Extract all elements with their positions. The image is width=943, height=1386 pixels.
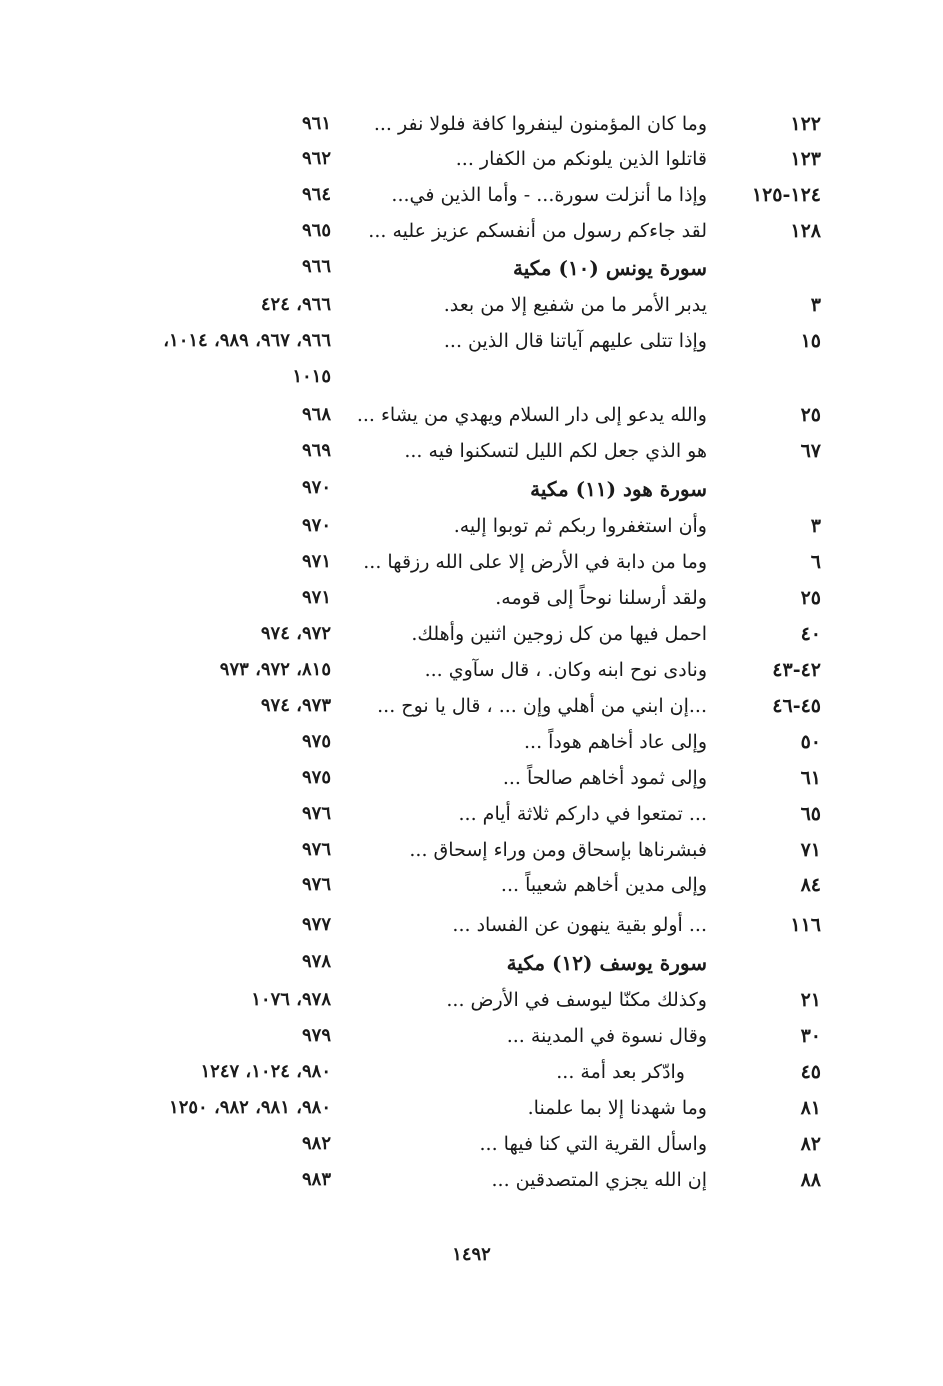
index-row: [0, 1133, 943, 1167]
index-row: [0, 767, 943, 801]
index-row: [0, 551, 943, 585]
index-row: [0, 220, 943, 254]
index-row: [0, 1025, 943, 1059]
verse-number: ٣: [810, 515, 821, 537]
index-row: [0, 874, 943, 908]
page-references: ٩٧٩: [301, 1025, 331, 1046]
index-row: [0, 1061, 943, 1095]
index-row: [0, 330, 943, 364]
verse-text: يدبر الأمر ما من شفيع إلا من بعد.: [443, 294, 707, 316]
page-references: ١٠١٥: [292, 366, 331, 387]
verse-number: ١٢٢: [790, 113, 821, 135]
verse-number: ٢٥: [800, 587, 821, 609]
verse-number: ٦١: [800, 767, 821, 789]
verse-number: ٤٥: [800, 1061, 821, 1083]
verse-text: فبشرناها بإسحاق ومن وراء إسحاق ...: [409, 839, 707, 861]
verse-text: والله يدعو إلى دار السلام ويهدي من يشاء ...: [356, 404, 707, 426]
verse-number: ١٢٨: [790, 220, 821, 242]
page-references: ٩٨٢: [301, 1133, 331, 1154]
verse-number: ٨٤: [800, 874, 821, 896]
index-row: [0, 989, 943, 1023]
page-references: ٩٨٠، ٩٨١، ٩٨٢، ١٢٥٠: [169, 1097, 331, 1118]
page-references: ٩٧٦: [301, 874, 331, 895]
page-number: ١٤٩٢: [452, 1244, 491, 1265]
index-row: [0, 587, 943, 621]
page-references: ٩٧٢، ٩٧٤: [260, 623, 331, 644]
index-row: [0, 839, 943, 873]
verse-number: ٢١: [800, 989, 821, 1011]
surah-heading-row: [0, 951, 943, 985]
page-references: ٩٦٦، ٤٢٤: [260, 294, 331, 315]
index-row: [0, 184, 943, 218]
page-references: ٩٨٣: [301, 1169, 331, 1190]
page-references: ٩٧٦: [301, 839, 331, 860]
index-row: [0, 803, 943, 837]
verse-text: ... تمتعوا في داركم ثلاثة أيام ...: [458, 803, 707, 825]
verse-text: احمل فيها من كل زوجين اثنين وأهلك.: [411, 623, 707, 645]
verse-text: وقال نسوة في المدينة ...: [506, 1025, 707, 1047]
verse-text: وما من دابة في الأرض إلا على الله رزقها ...: [363, 551, 707, 573]
page-references: ٩٧٠: [301, 477, 331, 498]
page-references: ٩٧٥: [301, 731, 331, 752]
surah-heading-row: [0, 256, 943, 290]
index-row: [0, 914, 943, 948]
index-row: [0, 148, 943, 182]
page-references: ٩٧٧: [301, 914, 331, 935]
verse-number: ٦٥: [800, 803, 821, 825]
page-references: ٩٧٥: [301, 767, 331, 788]
verse-number: ٦٧: [800, 440, 821, 462]
index-row: [0, 515, 943, 549]
page-references: ٨١٥، ٩٧٢، ٩٧٣: [219, 659, 331, 680]
page-references: ٩٦٨: [301, 404, 331, 425]
verse-number: ٦: [810, 551, 821, 573]
page-references: ٩٦١: [301, 113, 331, 134]
verse-number: ٤٢-٤٣: [772, 659, 821, 681]
index-row: [0, 1097, 943, 1131]
page-references: ٩٧١: [301, 587, 331, 608]
verse-text: ولقد أرسلنا نوحاً إلى قومه.: [495, 587, 707, 609]
page-references: ٩٧٠: [301, 515, 331, 536]
verse-text: وكذلك مكنّا ليوسف في الأرض ...: [446, 989, 707, 1011]
verse-text: واسأل القرية التي كنا فيها ...: [479, 1133, 707, 1155]
verse-text: ... أولو بقية ينهون عن الفساد ...: [452, 914, 707, 936]
index-row: [0, 1169, 943, 1203]
verse-number: ١٥: [800, 330, 821, 352]
page-references: ٩٧٨: [301, 951, 331, 972]
page-references: ٩٧٣، ٩٧٤: [260, 695, 331, 716]
verse-text: وإلى عاد أخاهم هوداً ...: [524, 731, 707, 753]
verse-text: وادّكر بعد أمة ...: [556, 1061, 685, 1083]
page-references: ٩٦٦، ٩٦٧، ٩٨٩، ١٠١٤،: [163, 330, 331, 351]
verse-text: وإذا ما أنزلت سورة... - وأما الذين في...: [391, 184, 707, 206]
verse-text: وأن استغفروا ربكم ثم توبوا إليه.: [453, 515, 707, 537]
page-references: ٩٦٦: [301, 256, 331, 277]
verse-text: ونادى نوح ابنه وكان. ، قال سآوي ...: [424, 659, 707, 681]
verse-number: ١٢٤-١٢٥: [751, 184, 821, 206]
index-row: [0, 623, 943, 657]
verse-text: ...إن ابني من أهلي وإن ... ، قال يا نوح ...: [377, 695, 707, 717]
verse-number: ١٢٣: [790, 148, 821, 170]
page-references: ٩٧٨، ١٠٧٦: [251, 989, 331, 1010]
surah-heading: سورة يوسف (١٢) مكية: [506, 951, 707, 975]
index-row: [0, 294, 943, 328]
verse-text: وما كان المؤمنون لينفروا كافة فلولا نفر ...: [373, 113, 707, 135]
verse-number: ٨٨: [800, 1169, 821, 1191]
index-row: [0, 695, 943, 729]
index-row-continuation: [0, 366, 943, 400]
page-references: ٩٧٦: [301, 803, 331, 824]
verse-number: ٨١: [800, 1097, 821, 1119]
surah-heading: سورة يونس (١٠) مكية: [512, 256, 707, 280]
verse-text: هو الذي جعل لكم الليل لتسكنوا فيه ...: [404, 440, 707, 462]
page-references: ٩٦٩: [301, 440, 331, 461]
verse-text: إن الله يجزي المتصدقين ...: [491, 1169, 707, 1191]
verse-text: وإذا تتلى عليهم آياتنا قال الذين ...: [443, 330, 707, 352]
verse-text: وما شهدنا إلا بما علمنا.: [527, 1097, 707, 1119]
page-references: ٩٦٢: [301, 148, 331, 169]
verse-number: ١١٦: [790, 914, 821, 936]
verse-text: وإلى مدين أخاهم شعيباً ...: [500, 874, 707, 896]
index-row: [0, 659, 943, 693]
page-references: ٩٨٠، ١٠٢٤، ١٢٤٧: [200, 1061, 331, 1082]
verse-number: ٣٠: [800, 1025, 821, 1047]
verse-text: لقد جاءكم رسول من أنفسكم عزيز عليه ...: [368, 220, 707, 242]
verse-number: ٧١: [800, 839, 821, 861]
index-row: [0, 731, 943, 765]
surah-heading: سورة هود (١١) مكية: [530, 477, 707, 501]
verse-number: ٣: [810, 294, 821, 316]
page-references: ٩٧١: [301, 551, 331, 572]
index-row: [0, 440, 943, 474]
verse-number: ٤٥-٤٦: [772, 695, 821, 717]
page-references: ٩٦٥: [301, 220, 331, 241]
verse-text: وإلى ثمود أخاهم صالحاً ...: [502, 767, 707, 789]
verse-number: ٤٠: [800, 623, 821, 645]
verse-number: ٥٠: [800, 731, 821, 753]
verse-number: ٨٢: [800, 1133, 821, 1155]
verse-number: ٢٥: [800, 404, 821, 426]
page-references: ٩٦٤: [301, 184, 331, 205]
index-row: [0, 113, 943, 147]
surah-heading-row: [0, 477, 943, 511]
verse-text: قاتلوا الذين يلونكم من الكفار ...: [455, 148, 707, 170]
index-row: [0, 404, 943, 438]
